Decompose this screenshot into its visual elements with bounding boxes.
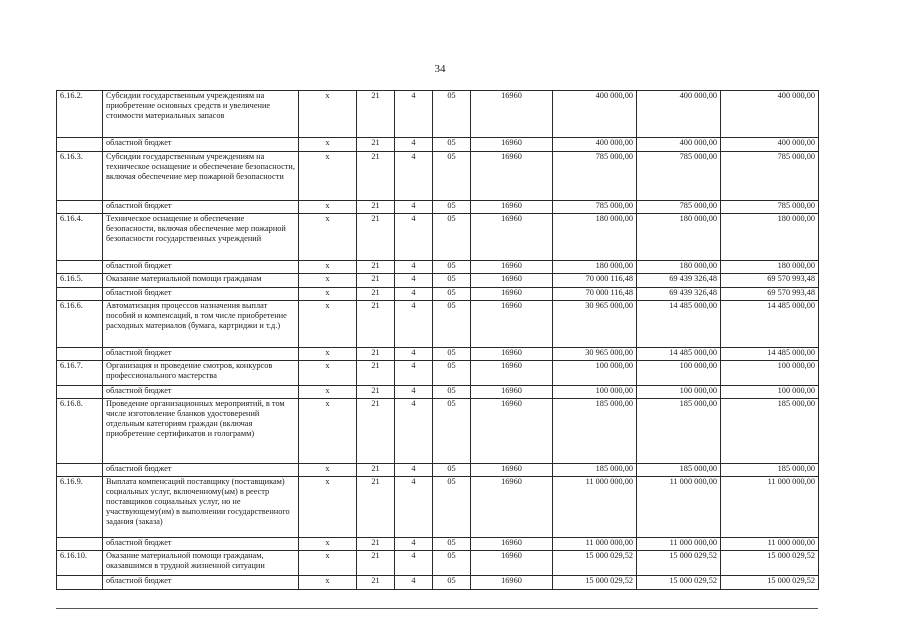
code-section: 21 — [357, 91, 395, 138]
table-row — [57, 214, 819, 261]
code-subsection: 05 — [433, 152, 471, 201]
code-subprogram: 4 — [395, 214, 433, 261]
table-row — [57, 261, 819, 274]
value-year-1: 11 000 000,00 — [553, 538, 637, 551]
value-year-1: 180 000,00 — [553, 214, 637, 261]
table-row — [57, 361, 819, 386]
value-year-2: 15 000 029,52 — [637, 576, 721, 590]
code-section: 21 — [357, 464, 395, 477]
code-subsection: 05 — [433, 301, 471, 348]
code-subprogram: 4 — [395, 386, 433, 399]
item-code — [57, 288, 103, 301]
code-section: 21 — [357, 538, 395, 551]
code-subsection: 05 — [433, 274, 471, 288]
code-subsection: 05 — [433, 464, 471, 477]
item-name: Оказание материальной помощи гражданам — [103, 274, 299, 288]
value-year-2: 14 485 000,00 — [637, 301, 721, 348]
value-year-3: 180 000,00 — [721, 261, 819, 274]
item-code: 6.16.3. — [57, 152, 103, 201]
value-year-2: 14 485 000,00 — [637, 348, 721, 361]
budget-table — [56, 90, 819, 590]
item-code: 6.16.10. — [57, 551, 103, 576]
code-section: 21 — [357, 551, 395, 576]
code-subprogram: 4 — [395, 288, 433, 301]
item-name: Субсидии государственным учреждениям на приобретение основных средств и увеличение стоимости материальных запасов — [103, 91, 299, 138]
item-code — [57, 538, 103, 551]
item-code — [57, 138, 103, 152]
code-target: 16960 — [471, 138, 553, 152]
value-year-2: 185 000,00 — [637, 464, 721, 477]
value-year-2: 69 439 326,48 — [637, 274, 721, 288]
item-code — [57, 261, 103, 274]
code-subsection: 05 — [433, 361, 471, 386]
item-code: 6.16.2. — [57, 91, 103, 138]
item-code — [57, 201, 103, 214]
value-year-1: 11 000 000,00 — [553, 477, 637, 538]
code-section: 21 — [357, 576, 395, 590]
value-year-2: 11 000 000,00 — [637, 477, 721, 538]
code-subsection: 05 — [433, 386, 471, 399]
value-year-1: 785 000,00 — [553, 201, 637, 214]
table-row — [57, 348, 819, 361]
code-subsection: 05 — [433, 477, 471, 538]
code-subprogram: 4 — [395, 261, 433, 274]
value-year-3: 400 000,00 — [721, 138, 819, 152]
code-subsection: 05 — [433, 91, 471, 138]
code-subsection: 05 — [433, 576, 471, 590]
code-subprogram: 4 — [395, 399, 433, 464]
item-code — [57, 348, 103, 361]
table-row — [57, 576, 819, 590]
code-subprogram: 4 — [395, 138, 433, 152]
code-x: x — [299, 138, 357, 152]
code-section: 21 — [357, 386, 395, 399]
table-row — [57, 399, 819, 464]
code-target: 16960 — [471, 361, 553, 386]
code-subprogram: 4 — [395, 361, 433, 386]
code-subprogram: 4 — [395, 91, 433, 138]
table-row — [57, 274, 819, 288]
table-row — [57, 464, 819, 477]
code-x: x — [299, 551, 357, 576]
code-subprogram: 4 — [395, 477, 433, 538]
value-year-1: 15 000 029,52 — [553, 576, 637, 590]
item-name: областной бюджет — [103, 201, 299, 214]
code-subprogram: 4 — [395, 464, 433, 477]
code-target: 16960 — [471, 201, 553, 214]
code-subprogram: 4 — [395, 274, 433, 288]
page-bottom-rule — [56, 608, 818, 609]
value-year-3: 14 485 000,00 — [721, 348, 819, 361]
code-x: x — [299, 152, 357, 201]
code-target: 16960 — [471, 551, 553, 576]
table-row — [57, 152, 819, 201]
code-section: 21 — [357, 348, 395, 361]
table-row — [57, 301, 819, 348]
code-target: 16960 — [471, 274, 553, 288]
code-target: 16960 — [471, 399, 553, 464]
value-year-3: 100 000,00 — [721, 361, 819, 386]
table-row — [57, 538, 819, 551]
value-year-3: 69 570 993,48 — [721, 274, 819, 288]
code-subsection: 05 — [433, 551, 471, 576]
code-x: x — [299, 399, 357, 464]
item-code: 6.16.6. — [57, 301, 103, 348]
code-target: 16960 — [471, 477, 553, 538]
code-x: x — [299, 261, 357, 274]
table-row — [57, 138, 819, 152]
code-section: 21 — [357, 301, 395, 348]
value-year-1: 785 000,00 — [553, 152, 637, 201]
code-target: 16960 — [471, 152, 553, 201]
item-code: 6.16.8. — [57, 399, 103, 464]
value-year-3: 785 000,00 — [721, 201, 819, 214]
code-section: 21 — [357, 138, 395, 152]
value-year-1: 70 000 116,48 — [553, 288, 637, 301]
item-name: областной бюджет — [103, 138, 299, 152]
value-year-3: 15 000 029,52 — [721, 576, 819, 590]
value-year-3: 180 000,00 — [721, 214, 819, 261]
code-subsection: 05 — [433, 288, 471, 301]
item-name: Проведение организационных мероприятий, в том числе изготовление бланков удостоверений отдельным категориям граждан (включая приобретение сертификатов и голограмм) — [103, 399, 299, 464]
table-row — [57, 288, 819, 301]
code-x: x — [299, 361, 357, 386]
item-name: Техническое оснащение и обеспечение безопасности, включая обеспечение мер пожарной безопасности государственных учреждений — [103, 214, 299, 261]
table-row — [57, 551, 819, 576]
value-year-2: 15 000 029,52 — [637, 551, 721, 576]
code-subprogram: 4 — [395, 201, 433, 214]
item-code: 6.16.9. — [57, 477, 103, 538]
value-year-3: 11 000 000,00 — [721, 538, 819, 551]
code-x: x — [299, 538, 357, 551]
value-year-1: 400 000,00 — [553, 91, 637, 138]
code-subprogram: 4 — [395, 551, 433, 576]
item-name: Выплата компенсаций поставщику (поставщикам) социальных услуг, включенному(ым) в реестр поставщиков социальных услуг, но не участвующему(им) в выполнении государственного задания (заказа) — [103, 477, 299, 538]
value-year-2: 185 000,00 — [637, 399, 721, 464]
code-x: x — [299, 301, 357, 348]
code-section: 21 — [357, 201, 395, 214]
item-code: 6.16.4. — [57, 214, 103, 261]
code-section: 21 — [357, 261, 395, 274]
code-target: 16960 — [471, 464, 553, 477]
value-year-1: 30 965 000,00 — [553, 348, 637, 361]
item-name: Организация и проведение смотров, конкурсов профессионального мастерства — [103, 361, 299, 386]
code-section: 21 — [357, 477, 395, 538]
code-target: 16960 — [471, 301, 553, 348]
value-year-1: 180 000,00 — [553, 261, 637, 274]
code-x: x — [299, 348, 357, 361]
item-name: Автоматизация процессов назначения выплат пособий и компенсаций, в том числе приобретение расходных материалов (бумага, картриджи и т.д.) — [103, 301, 299, 348]
code-subprogram: 4 — [395, 348, 433, 361]
item-name: областной бюджет — [103, 386, 299, 399]
value-year-1: 100 000,00 — [553, 386, 637, 399]
table-row — [57, 386, 819, 399]
code-x: x — [299, 576, 357, 590]
item-name: Субсидии государственным учреждениям на техническое оснащение и обеспечение безопасности, включая обеспечение мер пожарной безопасности — [103, 152, 299, 201]
code-subsection: 05 — [433, 399, 471, 464]
value-year-1: 100 000,00 — [553, 361, 637, 386]
code-section: 21 — [357, 361, 395, 386]
value-year-3: 14 485 000,00 — [721, 301, 819, 348]
code-x: x — [299, 464, 357, 477]
item-code — [57, 464, 103, 477]
table-row — [57, 201, 819, 214]
value-year-1: 185 000,00 — [553, 464, 637, 477]
value-year-1: 70 000 116,48 — [553, 274, 637, 288]
code-x: x — [299, 201, 357, 214]
code-target: 16960 — [471, 576, 553, 590]
code-section: 21 — [357, 274, 395, 288]
page-number: 34 — [434, 63, 446, 75]
code-target: 16960 — [471, 261, 553, 274]
code-subsection: 05 — [433, 348, 471, 361]
value-year-3: 400 000,00 — [721, 91, 819, 138]
item-name: областной бюджет — [103, 464, 299, 477]
item-code: 6.16.5. — [57, 274, 103, 288]
code-subprogram: 4 — [395, 538, 433, 551]
value-year-2: 100 000,00 — [637, 386, 721, 399]
item-name: областной бюджет — [103, 538, 299, 551]
code-target: 16960 — [471, 214, 553, 261]
code-section: 21 — [357, 214, 395, 261]
value-year-2: 785 000,00 — [637, 201, 721, 214]
code-subsection: 05 — [433, 261, 471, 274]
code-target: 16960 — [471, 538, 553, 551]
item-name: Оказание материальной помощи гражданам, оказавшимся в трудной жизненной ситуации — [103, 551, 299, 576]
item-code — [57, 386, 103, 399]
value-year-2: 100 000,00 — [637, 361, 721, 386]
code-x: x — [299, 288, 357, 301]
table-row — [57, 477, 819, 538]
code-subsection: 05 — [433, 201, 471, 214]
code-target: 16960 — [471, 386, 553, 399]
item-code: 6.16.7. — [57, 361, 103, 386]
value-year-2: 400 000,00 — [637, 138, 721, 152]
value-year-2: 400 000,00 — [637, 91, 721, 138]
code-x: x — [299, 477, 357, 538]
value-year-2: 785 000,00 — [637, 152, 721, 201]
code-subprogram: 4 — [395, 576, 433, 590]
value-year-3: 785 000,00 — [721, 152, 819, 201]
item-name: областной бюджет — [103, 348, 299, 361]
item-name: областной бюджет — [103, 288, 299, 301]
value-year-2: 69 439 326,48 — [637, 288, 721, 301]
item-name: областной бюджет — [103, 576, 299, 590]
value-year-3: 69 570 993,48 — [721, 288, 819, 301]
code-subsection: 05 — [433, 538, 471, 551]
item-code — [57, 576, 103, 590]
code-x: x — [299, 386, 357, 399]
value-year-3: 100 000,00 — [721, 386, 819, 399]
value-year-3: 11 000 000,00 — [721, 477, 819, 538]
code-target: 16960 — [471, 91, 553, 138]
code-target: 16960 — [471, 348, 553, 361]
value-year-2: 11 000 000,00 — [637, 538, 721, 551]
value-year-3: 185 000,00 — [721, 464, 819, 477]
item-name: областной бюджет — [103, 261, 299, 274]
value-year-3: 185 000,00 — [721, 399, 819, 464]
table-row — [57, 91, 819, 138]
code-subprogram: 4 — [395, 152, 433, 201]
value-year-3: 15 000 029,52 — [721, 551, 819, 576]
value-year-1: 185 000,00 — [553, 399, 637, 464]
code-subsection: 05 — [433, 138, 471, 152]
value-year-2: 180 000,00 — [637, 261, 721, 274]
code-section: 21 — [357, 399, 395, 464]
code-section: 21 — [357, 152, 395, 201]
value-year-1: 15 000 029,52 — [553, 551, 637, 576]
code-subsection: 05 — [433, 214, 471, 261]
value-year-1: 30 965 000,00 — [553, 301, 637, 348]
value-year-2: 180 000,00 — [637, 214, 721, 261]
code-x: x — [299, 274, 357, 288]
code-section: 21 — [357, 288, 395, 301]
value-year-1: 400 000,00 — [553, 138, 637, 152]
code-target: 16960 — [471, 288, 553, 301]
code-subprogram: 4 — [395, 301, 433, 348]
code-x: x — [299, 91, 357, 138]
table-body — [57, 91, 819, 590]
code-x: x — [299, 214, 357, 261]
